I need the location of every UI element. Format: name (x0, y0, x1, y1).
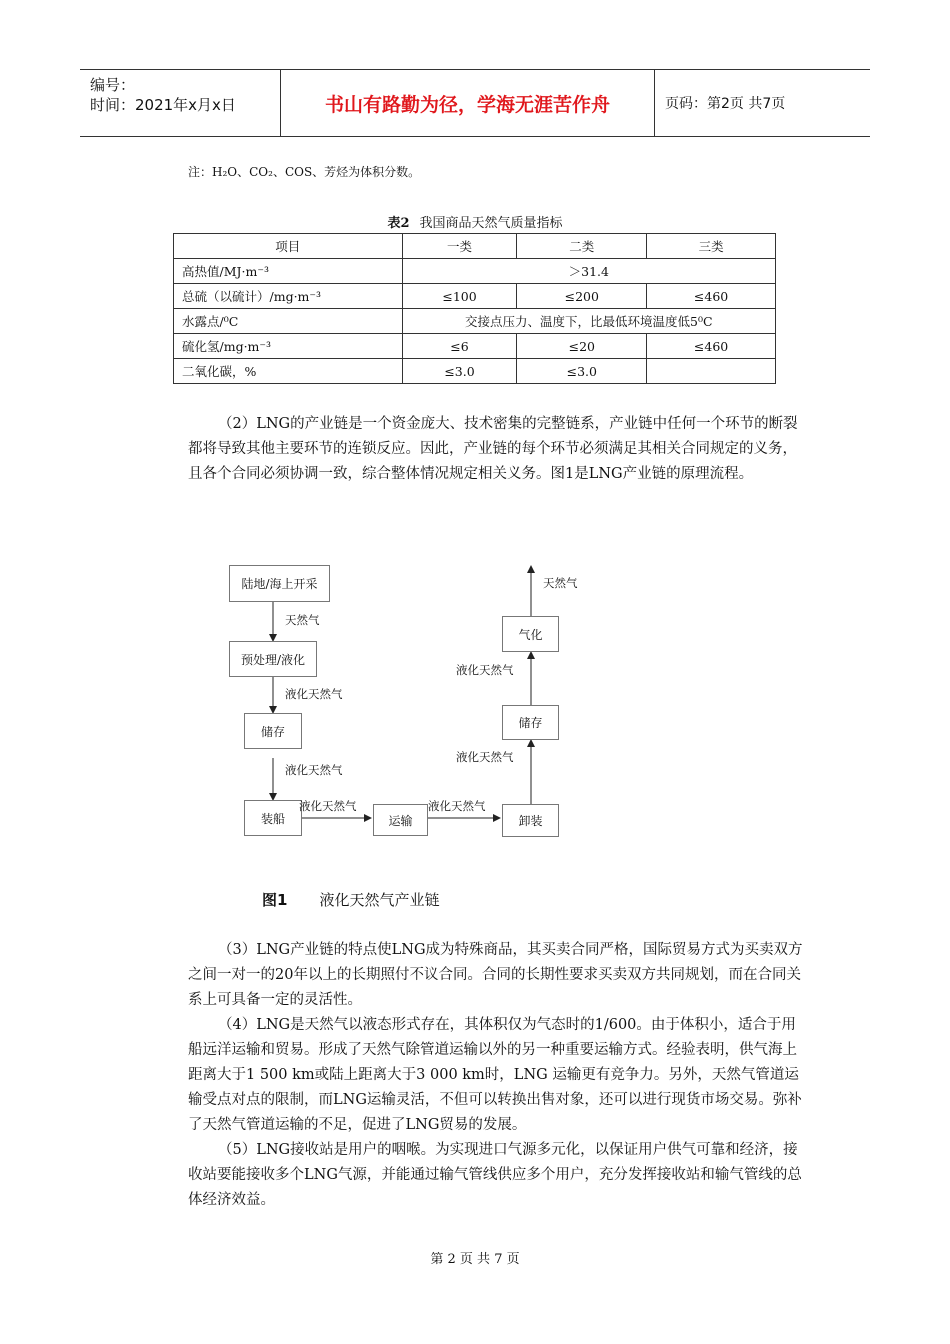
label-lng: 液化天然气 (456, 663, 514, 677)
row-item: 水露点/⁰C (174, 309, 403, 334)
cell-class1: ≤3.0 (402, 359, 517, 384)
time-label: 时间：2021年x月x日 (90, 96, 236, 114)
label-natural-gas-out: 天然气 (543, 576, 578, 590)
label-lng: 液化天然气 (299, 799, 357, 813)
row-item: 硫化氢/mg·m⁻³ (174, 334, 403, 359)
header-cell: 三类 (647, 234, 776, 259)
figure-title: 液化天然气产业链 (319, 891, 440, 909)
page-footer: 第 2 页 共 7 页 (430, 1252, 520, 1267)
cell-class1: ≤6 (402, 334, 517, 359)
box-pretreat: 预处理/液化 (229, 641, 317, 677)
label-lng: 液化天然气 (285, 687, 343, 701)
row-item: 高热值/MJ·m⁻³ (174, 259, 403, 284)
paragraph-text: （2）LNG的产业链是一个资金庞大、技术密集的完整链系，产业链中任何一个环节的断裂都将导致其他主要环节的连锁反应。因此，产业链的每个环节必须满足其相关合同规定的义务，且各个合同必须协调一致，综合整体情况规定相关义务。图1是LNG产业链的原理流程。 (188, 416, 798, 482)
label-lng: 液化天然气 (456, 750, 514, 764)
cell-class2: ≤3.0 (517, 359, 647, 384)
box-transport: 运输 (373, 804, 428, 836)
label-lng: 液化天然气 (428, 799, 486, 813)
paragraph-3: （3）LNG产业链的特点使LNG成为特殊商品，其买卖合同严格，国际贸易方式为买卖双方之间一对一的20年以上的长期照付不议合同。合同的长期性要求买卖双方共同规划，而在合同关系上可具备一定的灵活性。 (188, 942, 803, 1008)
table-caption-number: 表2 (387, 216, 410, 231)
box-storage-left: 储存 (244, 713, 302, 749)
box-storage-right: 储存 (502, 705, 559, 740)
cell-class1: ≤100 (402, 284, 517, 309)
box-gasify: 气化 (502, 616, 559, 652)
header-cell: 二类 (517, 234, 647, 259)
table-note: 注：H₂O、CO₂、COS、芳烃为体积分数。 (188, 165, 421, 179)
box-shipping: 装船 (244, 800, 302, 836)
paragraph-4: （4）LNG是天然气以液态形式存在，其体积仅为气态时的1/600。由于体积小，适合于用船远洋运输和贸易。形成了天然气除管道运输以外的另一种重要运输方式。经验表明，供气海上距离大于1 500 km或陆上距离大于3 000 km时，LNG 运输更有竞争力。另外，天然气管道运输受点对点的限制，而LNG运输灵活，不但可以转换出售对象，还可以进行现货市场交易。弥补了天然气管道运输的不足，促进了LNG贸易的发展。 (188, 1017, 802, 1133)
motto: 书山有路勤为径，学海无涯苦作舟 (324, 93, 610, 116)
figure-caption (262, 889, 439, 910)
code-label: 编号： (90, 76, 136, 94)
label-lng: 液化天然气 (285, 763, 343, 777)
figure-number: 图1 (262, 891, 288, 909)
body-paragraphs (188, 938, 808, 1213)
table-caption-title: 我国商品天然气质量指标 (419, 216, 563, 231)
label-natural-gas: 天然气 (285, 613, 320, 627)
row-merged-value: 交接点压力、温度下，比最低环境温度低5⁰C (402, 309, 775, 334)
row-item: 总硫（以硫计）/mg·m⁻³ (174, 284, 403, 309)
row-item: 二氧化碳，% (174, 359, 403, 384)
cell-class2: ≤20 (517, 334, 647, 359)
header-cell: 一类 (402, 234, 517, 259)
box-unloading: 卸装 (502, 804, 559, 837)
box-mining: 陆地/海上开采 (229, 565, 330, 602)
cell-class3: ≤460 (647, 284, 776, 309)
header-cell: 项目 (174, 234, 403, 259)
row-merged-value: ＞31.4 (402, 259, 775, 284)
cell-class2: ≤200 (517, 284, 647, 309)
page-label: 页码：第2页 共7页 (665, 96, 786, 112)
paragraph-5: （5）LNG接收站是用户的咽喉。为实现进口气源多元化，以保证用户供气可靠和经济，接收站要能接收多个LNG气源，并能通过输气管线供应多个用户，充分发挥接收站和输气管线的总体经济效益。 (188, 1142, 802, 1208)
cell-class3: ≤460 (647, 334, 776, 359)
